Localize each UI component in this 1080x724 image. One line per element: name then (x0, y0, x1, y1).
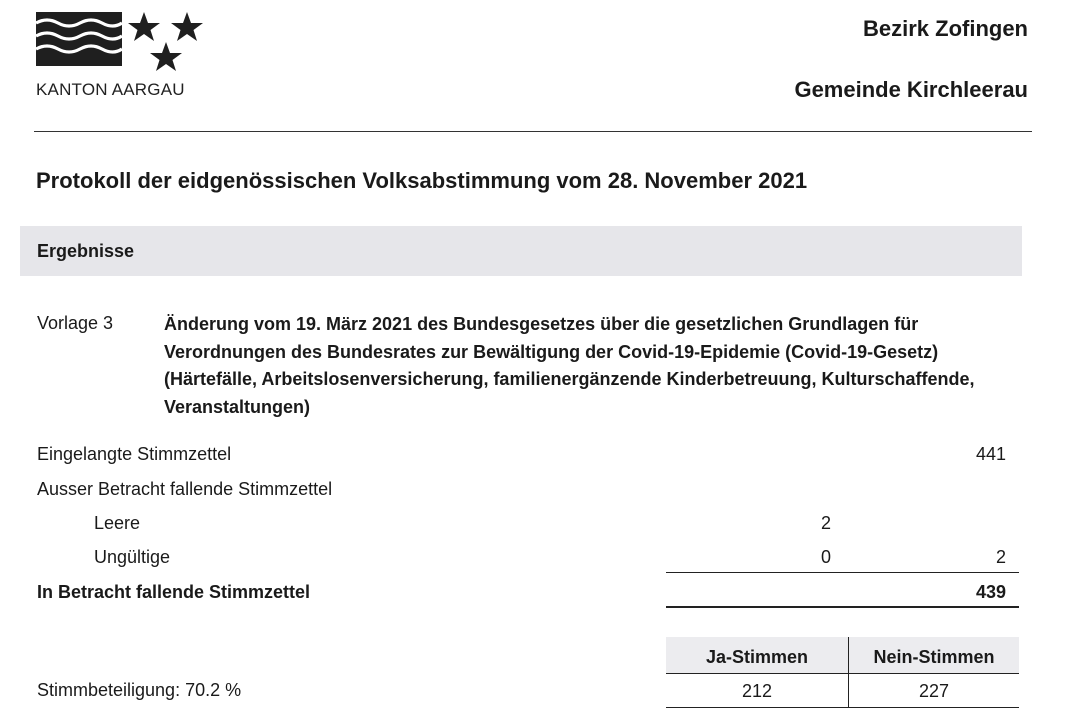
ungueltige-label: Ungültige (94, 547, 171, 567)
ungueltige-value: 0 (820, 547, 831, 567)
nein-stimmen-header: Nein-Stimmen (873, 647, 995, 667)
logo-caption: KANTON AARGAU (36, 80, 185, 99)
in-betracht-value: 439 (975, 582, 1006, 602)
section-title: Ergebnisse (37, 241, 135, 261)
eingelangte-value: 441 (975, 444, 1006, 464)
ja-stimmen-header: Ja-Stimmen (705, 647, 809, 667)
municipality-name: Gemeinde Kirchleerau (794, 77, 1028, 102)
ausser-total-value: 2 (995, 547, 1006, 567)
leere-value: 2 (820, 513, 831, 533)
vorlage-description: Änderung vom 19. März 2021 des Bundesgesetzes über die gesetzlichen Grundlagen für Verordnungen des Bundesrates zur Bewältigung der Covid-19-Epidemie (Covid-19-Gesetz) (Härtefälle, Arbeitslosenversicherung, familienergänzende Kinderbetreuung, Kulturschaffende, Veranstaltungen) (164, 314, 975, 417)
ausser-betracht-label: Ausser Betracht fallende Stimmzettel (37, 479, 333, 499)
document-title: Protokoll der eidgenössischen Volksabstimmung vom 28. November 2021 (36, 168, 808, 193)
ja-stimmen-value: 212 (741, 681, 773, 701)
district-name: Bezirk Zofingen (862, 16, 1028, 41)
eingelangte-label: Eingelangte Stimmzettel (37, 444, 232, 464)
results-bottom-line (666, 707, 1019, 708)
in-betracht-label: In Betracht fallende Stimmzettel (37, 582, 311, 602)
section-band (20, 226, 1022, 276)
total-line (666, 606, 1019, 608)
subtotal-line (666, 572, 1019, 573)
leere-label: Leere (94, 513, 141, 533)
header-divider (34, 131, 1032, 132)
nein-stimmen-value: 227 (918, 681, 950, 701)
results-header-line (666, 673, 1019, 674)
stimmbeteiligung: Stimmbeteiligung: 70.2 % (37, 680, 242, 700)
vorlage-label: Vorlage 3 (37, 313, 114, 333)
